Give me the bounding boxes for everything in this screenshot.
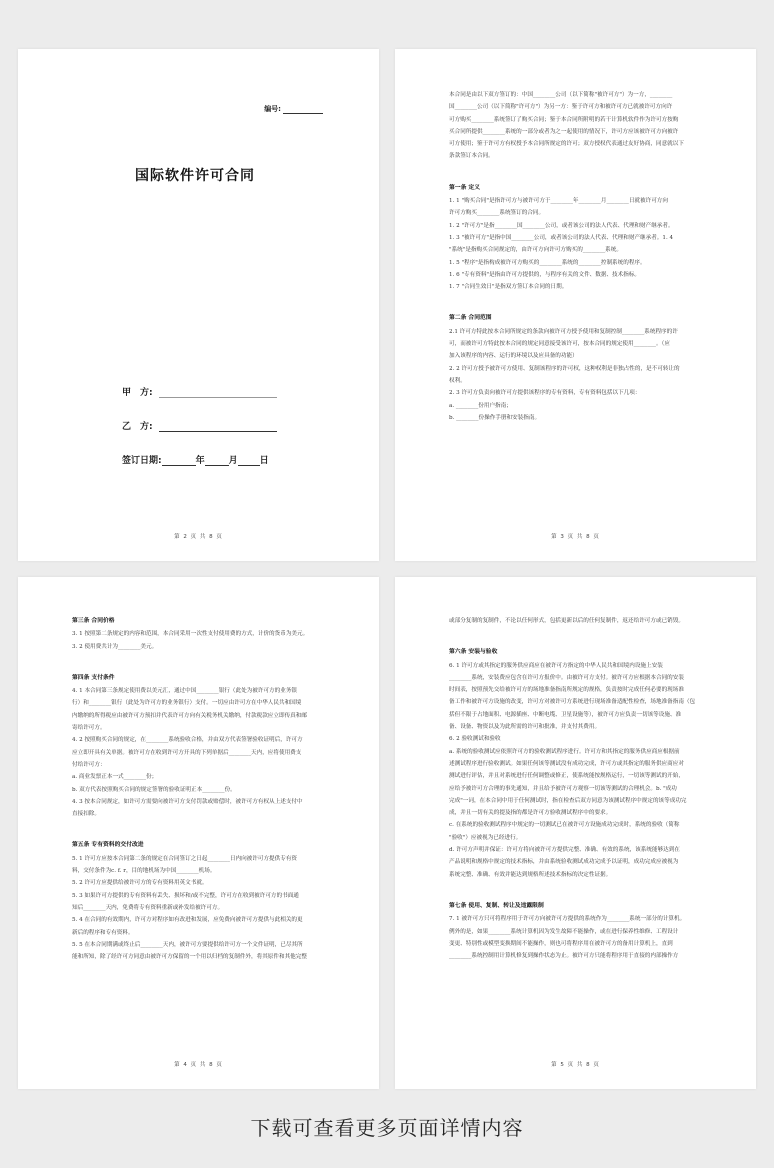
text-line: 行）和________银行（此处为许可方的业务银行）支付。一切应由许可方在中华人民共和国境 [72, 700, 302, 707]
text-line: ________系统控制用计算机修复到操作状态为止。被许可方只能将程序用于直接的内部操作方 [449, 953, 679, 960]
text-line: b. 双方代表按照购买合同的规定签署的验收证明正本________份。 [72, 786, 236, 793]
text-line: 3. 2 使用费共计为________美元。 [72, 643, 158, 650]
text-line: 知后________天内，免费将专有资料重新或补发给被许可方。 [72, 904, 224, 911]
text-line: 直接扣除。 [72, 811, 100, 818]
section-7-block [449, 913, 704, 962]
text-line: 2. 3 许可方负责向被许可方提供该程序的专有资料，专有资料包括以下几项： [449, 390, 641, 397]
text-line: 条款签订本合同。 [449, 153, 494, 160]
section-heading: 第三条 合同价格 [72, 618, 115, 624]
serial-blank [283, 106, 323, 114]
year-blank [162, 456, 196, 466]
text-line: 加入该程序的内容、运行的环境以及应具备的功能） [449, 353, 578, 360]
text-line: 付给许可方： [72, 761, 106, 768]
text-line: 应给予被许可方合理的事先通知，并且给予被许可方观察一切该等测试的合理机会。b. "成功 [449, 785, 677, 792]
text-line: b. ________份操作手册和安装指南。 [449, 414, 541, 421]
section-heading: 第七条 使用、复制、转让及违露限制 [449, 902, 544, 909]
text-line: 产品说明和规格中规定的技术指标，并由系统验收测试成功完成予以证明，成功完成应被视为 [449, 859, 679, 866]
section-5-block [72, 853, 327, 964]
month-label: 月 [228, 456, 238, 466]
sign-date-label: 签订日期: [122, 456, 162, 466]
text-line: a. 商业发票正本一式________份； [72, 774, 158, 781]
text-line: 国________公司（以下简称"许可方"）为另一方：鉴于许可方和被许可方已就被许可方向许 [449, 104, 673, 111]
page-footer: 第 4 页 共 8 页 [174, 1062, 223, 1068]
text-line: 5. 5 在本合同期满或终止后________天内，被许可方要提供给许可方一个文件证明，已尽其所 [72, 941, 303, 948]
text-line: 5. 3 如果许可方提供的专有资料有丢失、损坏和/或不完整，许可方在收到被许可方的书面通 [72, 892, 299, 899]
text-line: 测试进行评估，并且对系统进行任何调整或修正，使系统能按规格运行，一切该等测试的开始， [449, 773, 684, 780]
text-line: 料，交付条件为c. f. r，目的地机场为中国________机场。 [72, 868, 216, 875]
page-3 [395, 49, 756, 561]
serial-number [264, 104, 323, 114]
section-2-block [449, 326, 704, 424]
text-line: 可方使用；鉴于许可方有权授予本合同所规定的许可；双方授权代表通过友好协商，同意就以下 [449, 141, 684, 148]
text-line: 变更、特别性或模型变换期间不能操作，则也可将程序用在被许可方的备用计算机上，直到 [449, 940, 673, 947]
text-line: "系统"是指购买合同规定的，由许可方向许可方购买的________系统。 [449, 247, 622, 254]
section-3-block [72, 628, 327, 653]
page-footer: 第 2 页 共 8 页 [174, 534, 223, 540]
text-line: 1. 3 "被许可方"是指中国________公司，或者该公司的法人代表、代理和财产继承者。1. 4 [449, 234, 674, 241]
text-line: 寄给许可方。 [72, 725, 106, 732]
party-b-line [159, 422, 277, 432]
party-a-row [122, 385, 277, 398]
text-line: 6. 1 许可方或其指定的服务供应商应在被许可方指定的中华人民共和国境内设施上安装 [449, 662, 663, 669]
text-line: 能和所知，除了经许可方同意由被许可方保留的一个用以归档的复制件外，将其原件和其他完整 [72, 954, 307, 961]
text-line: 许可方购买________系统签订的合同。 [449, 210, 545, 217]
text-line: 1. 1 "购买合同"是指许可方与被许可方于________年________月________日就被许可方向 [449, 198, 668, 205]
serial-label: 编号: [264, 105, 281, 113]
text-line: 1. 2 "许可方"是指________国________公司，或者该公司的法人代表、代理和财产继承者。 [449, 222, 674, 229]
text-line: 4. 2 按照购买合同的规定，在________系统验收合格，并由双方代表签署验收证明后，许可方 [72, 737, 303, 744]
page-body [449, 89, 704, 424]
text-line: 括但不限于占地面积、电源插座、中断电缆、卫星设施等），被许可方应负责一切该等设施、准 [449, 711, 682, 718]
text-line: a. ________份用户指南； [449, 402, 512, 409]
section-6-block [449, 660, 704, 881]
text-line: 完成"一词，在本合同中用于任何测试时，指在检查后双方同意为该测试程序中规定的该等成功完 [449, 797, 687, 804]
text-line: 内缴纳的所得税应由被许可方预扣并代表许可方向有关税务机关缴纳，付款税款应立即传真和邮 [72, 712, 307, 719]
text-line: 买合同所提供________系统的一部分或者为之一起使用的情况下，许可方应该被许可方向被许 [449, 128, 679, 135]
text-line: 2. 2 许可方授予被许可方使用、复制该程序的许可权，这种权利是非独占性的，是不可转让的 [449, 365, 680, 372]
text-line: 5. 2 许可方应提供给被许可方的专有资料用英文书就。 [72, 880, 208, 887]
page-footer: 第 3 页 共 8 页 [551, 534, 600, 540]
page-footer: 第 5 页 共 8 页 [551, 1062, 600, 1068]
text-line: 1. 7 "合同生效日"是指双方签订本合同的日期。 [449, 284, 568, 291]
text-line: 可，而被许可方特此按本合同的规定同意接受该许可，按本合同的规定使用________。（应 [449, 341, 670, 348]
text-line: 本合同是由以下双方签订的：中国________公司（以下简称"被许可方"）为一方，________ [449, 92, 673, 98]
section-heading: 第四条 支付条件 [72, 674, 115, 681]
page-5 [395, 577, 756, 1089]
text-line: 备工作和被许可方设施的改变，许可方对被许可方系统进行现场准备适配性检查，场地准备指南（包 [449, 699, 696, 706]
party-b-label: 乙 方: [122, 422, 153, 432]
text-line: 5. 1 许可方应按本合同第二条的规定在合同签订之日起________日内向被许可方提供专有资 [72, 855, 298, 862]
text-line: 4. 1 本合同第三条规定使用费以美元汇，通过中国________银行（此处为被许可方的业务银 [72, 688, 298, 695]
text-line: c. 在系统的验收测试程序中规定的一切测试已在被许可方设施成功完成时，系统的验收（简称 [449, 822, 680, 829]
text-line: 3. 1 按照第二条规定的内容和范围，本合同采用一次性支付使用费的方式，计价的货币为美元。 [72, 631, 309, 638]
party-a-label: 甲 方: [122, 388, 153, 398]
text-line: 或部分复制的复制件，不论以任何形式，包括更新以后的任何复制件，返还给许可方或已销毁。 [449, 618, 684, 624]
text-line: d. 许可方声明并保证：许可方将向被许可方提供完整、准确、有效的系统，该系统能够达到在 [449, 847, 680, 854]
section-1-block [449, 195, 704, 293]
download-more-caption: 下载可查看更多页面详情内容 [250, 1116, 524, 1140]
page-body [72, 615, 327, 963]
text-line: 例外的是，如果________系统计算机因为发生故障不能操作，或在进行保养性维修、工程设计 [449, 928, 679, 935]
lead-block [449, 615, 704, 627]
text-line: 新后的程序和专有资料。 [72, 929, 134, 936]
text-line: 4. 3 按本合同规定，如许可方需要向被许可方支付罚款或赔偿时，被许可方有权从上述支付中 [72, 798, 303, 805]
text-line: 述测试程序进行验收测试。如果任何该等测试没有成功完成，许可方或其指定的服务供应商应对 [449, 760, 684, 767]
text-line: 5. 4 在合同的有效期内，许可方对程序如有改进和发展，应免费向被许可方提供与此相关的更 [72, 917, 303, 924]
text-line: 6. 2 验收测试和验收 [449, 736, 501, 743]
text-line: 成，并且一切有关的提及指的都是许可方验收测试程序中的要求。 [449, 810, 612, 817]
text-line: 备、设备、物资以及为此所需的许可和批准，并支付其费用。 [449, 724, 601, 731]
text-line: 权利。 [449, 377, 466, 384]
contract-title: 国际软件许可合同 [135, 168, 255, 184]
text-line: ________系统，安装费应包含在许可方报价中。由被许可方支付。被许可方应根据本合同的安装 [449, 674, 684, 681]
page-body [449, 615, 704, 962]
section-heading: 第六条 安装与验收 [449, 649, 498, 656]
day-blank [238, 456, 260, 466]
party-a-line [159, 388, 277, 398]
text-line: 2.1 许可方特此按本合同所规定的条款向被许可方授予使用和复制控制________系统程序的许 [449, 328, 678, 335]
section-heading: 第五条 专有资料的交付改进 [72, 842, 144, 849]
text-line: 1. 6 "专有资料"是指由许可方提供的，与程序有关的文件、数据、技术指标。 [449, 271, 641, 278]
section-4-block [72, 685, 327, 820]
text-line: 应立即开具有关单据。被许可方在收到许可方开具的下列单据后________天内，应将使用费支 [72, 749, 302, 756]
month-blank [205, 456, 229, 466]
text-line: 时间表，按照预先交给被许可方的场地准备指南所规定的规格，负责按时完成任何必要的现场准 [449, 687, 684, 694]
section-heading: 第二条 合同范围 [449, 315, 492, 322]
sign-date-row [122, 453, 269, 466]
page-cover [18, 49, 379, 561]
party-b-row [122, 419, 277, 432]
text-line: 1. 5 "程序"是指构成被许可方购买的________系统的________控制系统的程序。 [449, 259, 646, 266]
intro-block [449, 89, 704, 163]
section-heading: 第一条 定义 [449, 184, 481, 191]
text-line: 系统完整、准确、有效并能达到规格所述技术指标的决定性证据。 [449, 871, 612, 878]
day-label: 日 [259, 456, 269, 466]
text-line: "验收"）应被视为已经进行。 [449, 834, 522, 841]
text-line: 可方购买________系统签订了购买合同；鉴于本合同所附明的若干计算机软件作为许可方按购 [449, 116, 679, 123]
page-4 [18, 577, 379, 1089]
text-line: a. 系统的验收测试应依照许可方的验收测试程序进行。许可方和其指定的服务供应商应根据前 [449, 748, 680, 755]
text-line: 7. 1 被许可方只可将程序用于许可方向被许可方提供的系统作为________系统一部分的计算机。 [449, 916, 686, 923]
year-label: 年 [195, 456, 205, 466]
